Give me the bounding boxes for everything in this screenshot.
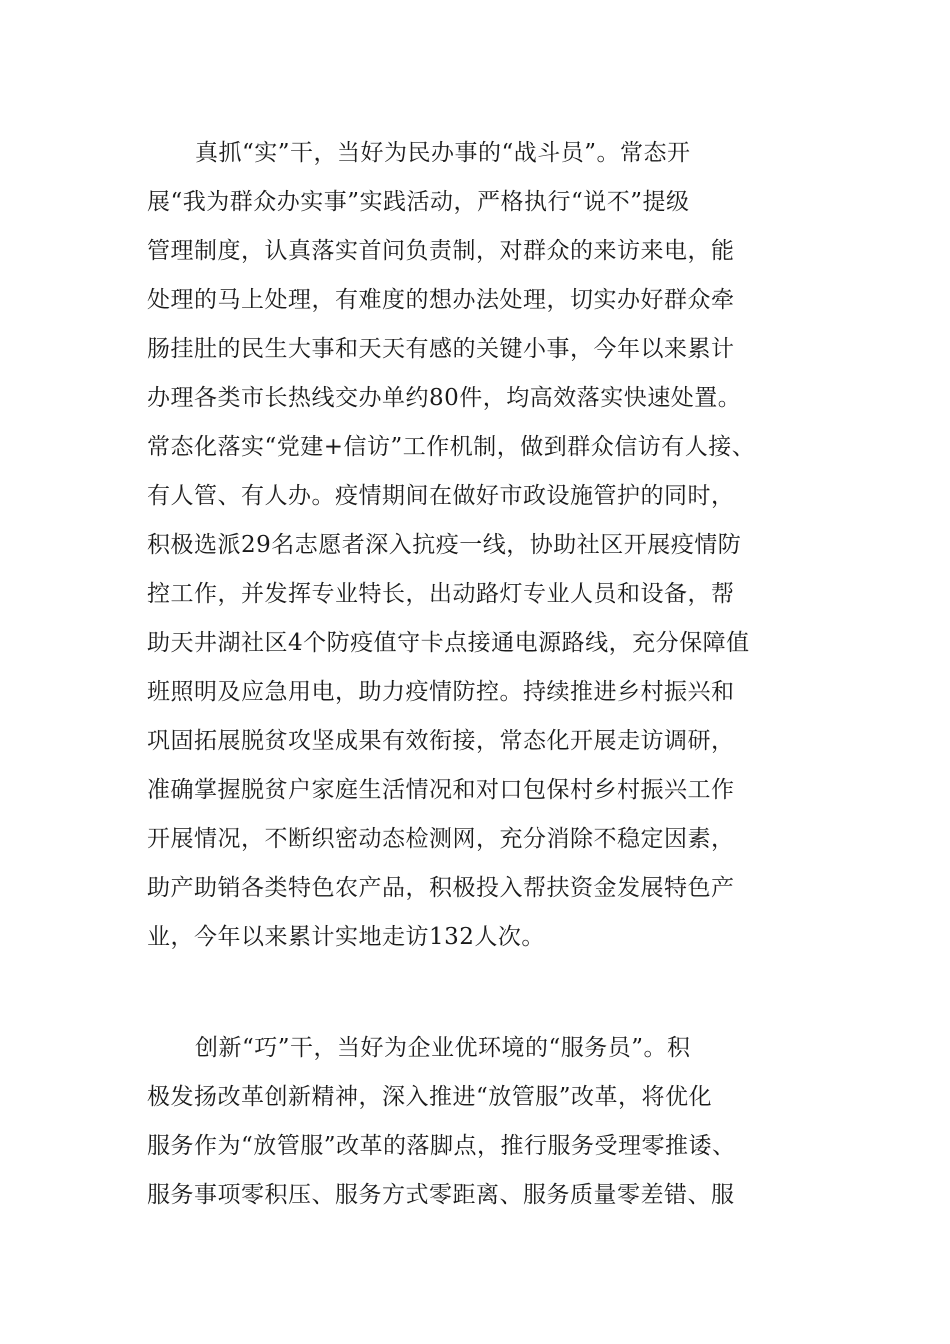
paragraph-line: 开展情况，不断织密动态检测网，充分消除不稳定因素， xyxy=(147,826,735,852)
paragraph-line: 有人管、有人办。疫情期间在做好市政设施管护的同时， xyxy=(147,483,735,509)
paragraph-line: 准确掌握脱贫户家庭生活情况和对口包保村乡村振兴工作 xyxy=(147,777,735,803)
paragraph-line: 展“我为群众办实事”实践活动，严格执行“说不”提级 xyxy=(147,189,690,215)
paragraph-line: 巩固拓展脱贫攻坚成果有效衔接，常态化开展走访调研， xyxy=(147,728,735,754)
paragraph-line: 极发扬改革创新精神，深入推进“放管服”改革，将优化 xyxy=(147,1084,713,1110)
paragraph-line: 服务事项零积压、服务方式零距离、服务质量零差错、服 xyxy=(147,1182,735,1208)
paragraph-line: 班照明及应急用电，助力疫情防控。持续推进乡村振兴和 xyxy=(147,679,735,705)
paragraph-line: 管理制度，认真落实首问负责制，对群众的来访来电，能 xyxy=(147,238,735,264)
paragraph-line: 控工作，并发挥专业特长，出动路灯专业人员和设备，帮 xyxy=(147,581,735,607)
paragraph-line: 创新“巧”干，当好为企业优环境的“服务员”。积 xyxy=(195,1035,691,1061)
paragraph-line: 业，今年以来累计实地走访132人次。 xyxy=(147,924,545,950)
paragraph-line: 服务作为“放管服”改革的落脚点，推行服务受理零推诿、 xyxy=(147,1133,736,1159)
paragraph-line: 办理各类市长热线交办单约80件，均高效落实快速处置。 xyxy=(147,385,742,411)
paragraph-line: 常态化落实“党建+信访”工作机制，做到群众信访有人接、 xyxy=(147,434,756,460)
paragraph-line: 真抓“实”干，当好为民办事的“战斗员”。常态开 xyxy=(195,140,691,166)
paragraph-line: 助天井湖社区4个防疫值守卡点接通电源路线，充分保障值 xyxy=(147,630,750,656)
paragraph-line: 积极选派29名志愿者深入抗疫一线，协助社区开展疫情防 xyxy=(147,532,742,558)
paragraph-line: 处理的马上处理，有难度的想办法处理，切实办好群众牵 xyxy=(147,287,735,313)
paragraph-line: 助产助销各类特色农产品，积极投入帮扶资金发展特色产 xyxy=(147,875,735,901)
paragraph-line: 肠挂肚的民生大事和天天有感的关键小事，今年以来累计 xyxy=(147,336,735,362)
